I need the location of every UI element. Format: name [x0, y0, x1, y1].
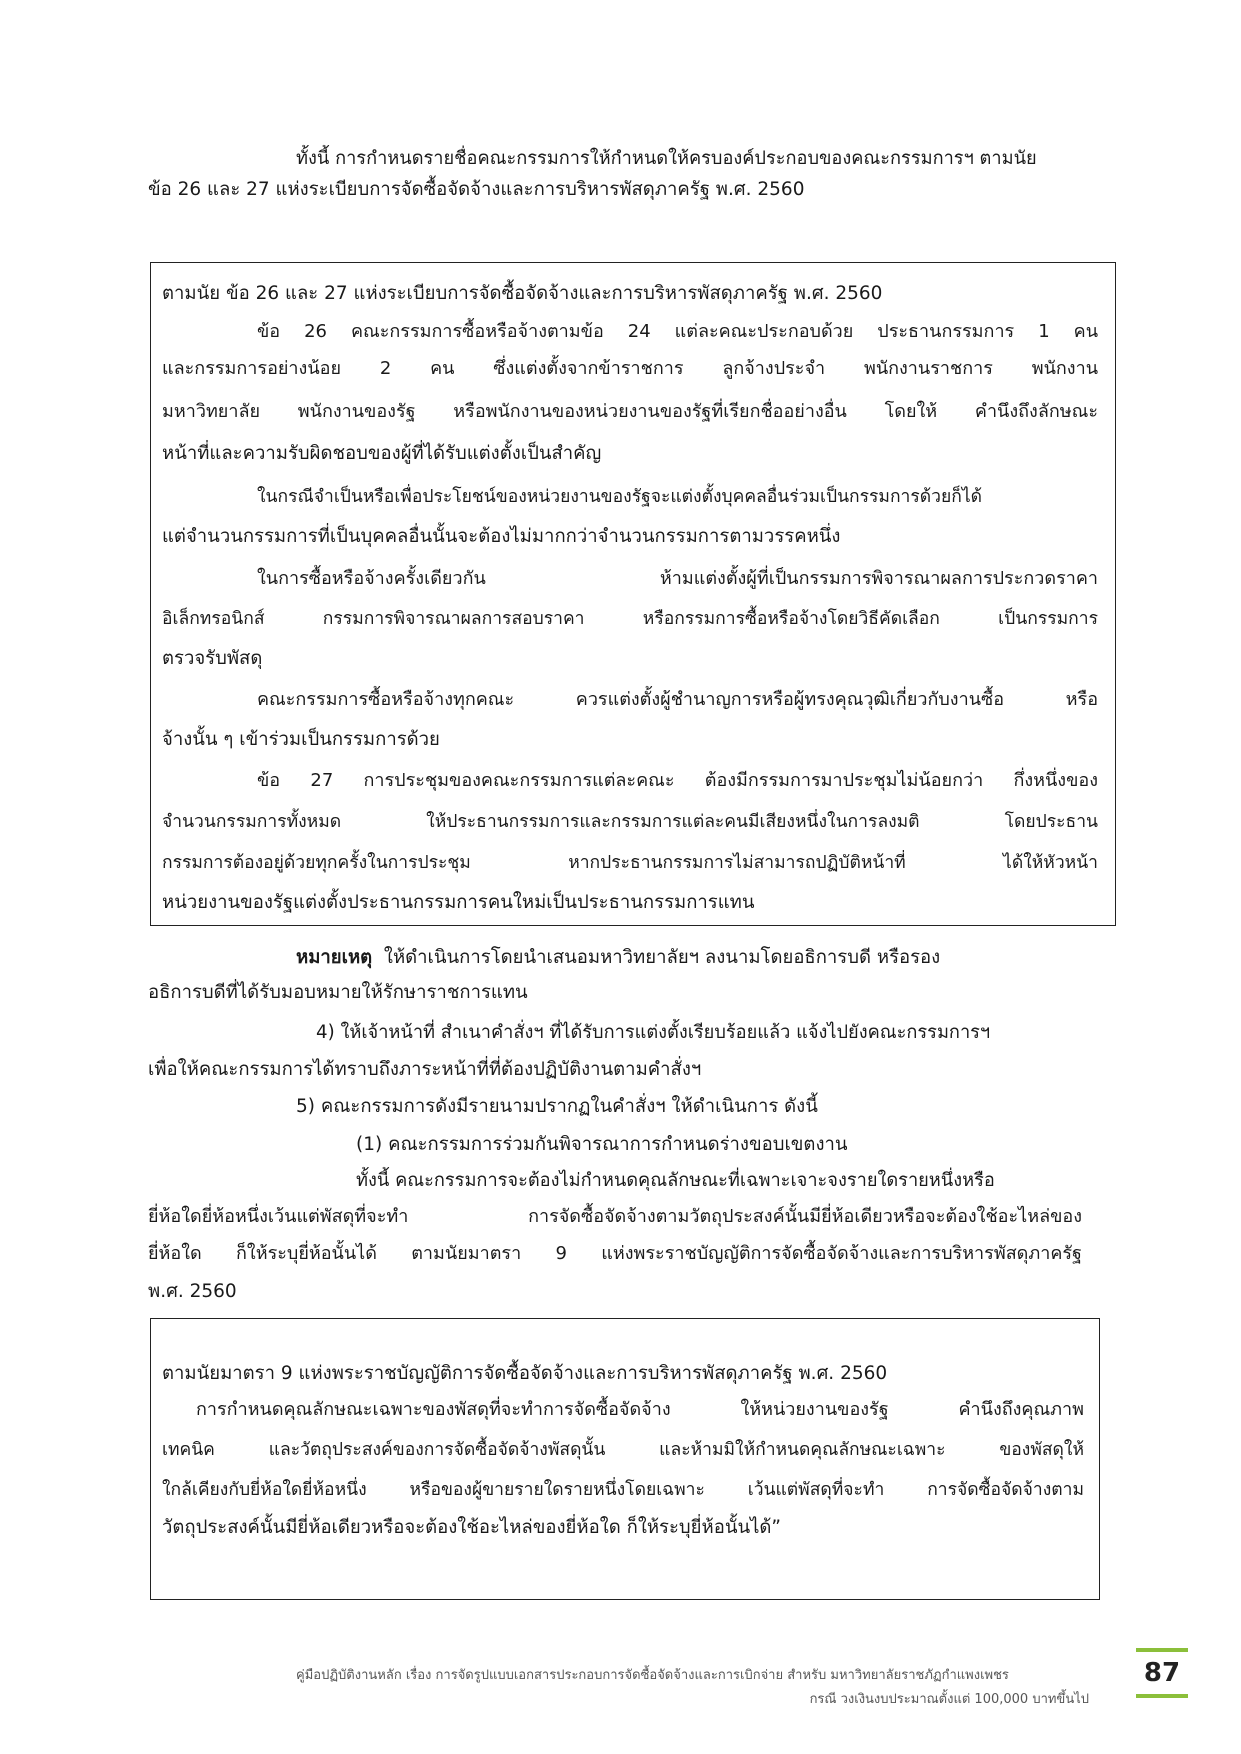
- item-5: 5) คณะกรรมการดังมีรายนามปรากฏในคำสั่งฯ ให้ดำเนินการ ดังนี้: [296, 1096, 818, 1117]
- box2-line-2: การกำหนดคุณลักษณะเฉพาะของพัสดุที่จะทำการจัดซื้อจัดจ้าง ให้หน่วยงานของรัฐ คำนึงถึงคุณภาพ: [196, 1399, 1084, 1420]
- intro-line-1: ทั้งนี้ การกำหนดรายชื่อคณะกรรมการให้กำหนดให้ครบองค์ประกอบของคณะกรรมการฯ ตามนัย: [296, 148, 1037, 169]
- box2-line-4: ใกล้เคียงกับยี่ห้อใดยี่ห้อหนึ่ง หรือของผู้ขายรายใดรายหนึ่งโดยเฉพาะ เว้นแต่พัสดุที่จะทำ การจัดซื้อจัดจ้างตาม: [162, 1480, 1084, 1500]
- note-line-1: [296, 940, 940, 976]
- footer-line-1: คู่มือปฏิบัติงานหลัก เรื่อง การจัดรูปแบบเอกสารประกอบการจัดซื้อจัดจ้างและการเบิกจ่าย สำหรับ มหาวิทยาลัยราชภัฏกำแพงเพชร: [296, 1668, 1009, 1683]
- box1-line-4: มหาวิทยาลัย พนักงานของรัฐ หรือพนักงานของหน่วยงานของรัฐที่เรียกชื่ออย่างอื่น โดยให้ คำนึงถึงลักษณะ: [162, 401, 1098, 422]
- item-4-line-1: 4) ให้เจ้าหน้าที่ สำเนาคำสั่งฯ ที่ได้รับการแต่งตั้งเรียบร้อยแล้ว แจ้งไปยังคณะกรรมการฯ: [316, 1022, 991, 1043]
- box1-line-12: จ้างนั้น ๆ เข้าร่วมเป็นกรรมการด้วย: [162, 729, 440, 750]
- intro-line-2: ข้อ 26 และ 27 แห่งระเบียบการจัดซื้อจัดจ้างและการบริหารพัสดุภาครัฐ พ.ศ. 2560: [148, 179, 805, 200]
- box2-line-1: ตามนัยมาตรา 9 แห่งพระราชบัญญัติการจัดซื้อจัดจ้างและการบริหารพัสดุภาครัฐ พ.ศ. 2560: [162, 1363, 888, 1384]
- page-number-rule-bottom: [1136, 1694, 1188, 1698]
- box1-line-5: หน้าที่และความรับผิดชอบของผู้ที่ได้รับแต่งตั้งเป็นสำคัญ: [162, 443, 602, 464]
- box1-line-3: และกรรมการอย่างน้อย 2 คน ซึ่งแต่งตั้งจากข้าราชการ ลูกจ้างประจำ พนักงานราชการ พนักงาน: [162, 358, 1098, 379]
- page-number-rule-top: [1136, 1648, 1188, 1652]
- page-number: 87: [1143, 1658, 1181, 1688]
- item-4-line-2: เพื่อให้คณะกรรมการได้ทราบถึงภาระหน้าที่ที่ต้องปฏิบัติงานตามคำสั่งฯ: [148, 1059, 702, 1080]
- box1-line-15: กรรมการต้องอยู่ด้วยทุกครั้งในการประชุม หากประธานกรรมการไม่สามารถปฏิบัติหน้าที่ ได้ให้หัวหน้า: [162, 853, 1098, 873]
- box1-line-14: จำนวนกรรมการทั้งหมด ให้ประธานกรรมการและกรรมการแต่ละคนมีเสียงหนึ่งในการลงมติ โดยประธาน: [162, 812, 1098, 832]
- box1-line-11: คณะกรรมการซื้อหรือจ้างทุกคณะ ควรแต่งตั้งผู้ชำนาญการหรือผู้ทรงคุณวุฒิเกี่ยวกับงานซื้อ หรือ: [257, 689, 1098, 710]
- item-6-line-3: ยี่ห้อใด ก็ให้ระบุยี่ห้อนั้นได้ ตามนัยมาตรา 9 แห่งพระราชบัญญัติการจัดซื้อจัดจ้างและการบริหารพัสดุภาครัฐ: [148, 1243, 1082, 1264]
- box1-line-6: ในกรณีจำเป็นหรือเพื่อประโยชน์ของหน่วยงานของรัฐจะแต่งตั้งบุคคลอื่นร่วมเป็นกรรมการด้วยก็ได้: [257, 487, 982, 507]
- note-line-2: อธิการบดีที่ได้รับมอบหมายให้รักษาราชการแทน: [148, 982, 528, 1003]
- note-text: ให้ดำเนินการโดยนำเสนอมหาวิทยาลัยฯ ลงนามโดยอธิการบดี หรือรอง: [383, 947, 941, 968]
- box1-line-2: ข้อ 26 คณะกรรมการซื้อหรือจ้างตามข้อ 24 แต่ละคณะประกอบด้วย ประธานกรรมการ 1 คน: [257, 321, 1098, 342]
- item-6-line-4: พ.ศ. 2560: [148, 1281, 237, 1302]
- box2-line-3: เทคนิค และวัตถุประสงค์ของการจัดซื้อจัดจ้างพัสดุนั้น และห้ามมิให้กำหนดคุณลักษณะเฉพาะ ของพัสดุให้: [162, 1440, 1084, 1460]
- box1-line-7: แต่จำนวนกรรมการที่เป็นบุคคลอื่นนั้นจะต้องไม่มากกว่าจำนวนกรรมการตามวรรคหนึ่ง: [162, 526, 841, 547]
- box1-line-8: ในการซื้อหรือจ้างครั้งเดียวกัน ห้ามแต่งตั้งผู้ที่เป็นกรรมการพิจารณาผลการประกวดราคา: [257, 568, 1098, 589]
- item-6-line-2: ยี่ห้อใดยี่ห้อหนึ่งเว้นแต่พัสดุที่จะทำ การจัดซื้อจัดจ้างตามวัตถุประสงค์นั้นมียี่ห้อเดียวหรือจะต้องใช้อะไหล่ของ: [148, 1206, 1082, 1227]
- box1-line-9: อิเล็กทรอนิกส์ กรรมการพิจารณาผลการสอบราคา หรือกรรมการซื้อหรือจ้างโดยวิธีคัดเลือก เป็นกรรมการ: [162, 609, 1098, 629]
- box2-line-5: วัตถุประสงค์นั้นมียี่ห้อเดียวหรือจะต้องใช้อะไหล่ของยี่ห้อใด ก็ให้ระบุยี่ห้อนั้นได้”: [162, 1517, 782, 1538]
- box1-line-10: ตรวจรับพัสดุ: [162, 648, 263, 669]
- footer-line-2: กรณี วงเงินงบประมาณตั้งแต่ 100,000 บาทขึ้นไป: [809, 1692, 1089, 1707]
- box1-line-16: หน่วยงานของรัฐแต่งตั้งประธานกรรมการคนใหม่เป็นประธานกรรมการแทน: [162, 892, 755, 913]
- note-label: หมายเหตุ: [296, 947, 373, 968]
- box1-line-13: ข้อ 27 การประชุมของคณะกรรมการแต่ละคณะ ต้องมีกรรมการมาประชุมไม่น้อยกว่า กึ่งหนึ่งของ: [257, 770, 1098, 791]
- item-5-1: (1) คณะกรรมการร่วมกันพิจารณาการกำหนดร่างขอบเขตงาน: [356, 1134, 848, 1155]
- box1-line-1: ตามนัย ข้อ 26 และ 27 แห่งระเบียบการจัดซื้อจัดจ้างและการบริหารพัสดุภาครัฐ พ.ศ. 2560: [162, 283, 883, 304]
- item-6-line-1: ทั้งนี้ คณะกรรมการจะต้องไม่กำหนดคุณลักษณะที่เฉพาะเจาะจงรายใดรายหนึ่งหรือ: [356, 1170, 995, 1191]
